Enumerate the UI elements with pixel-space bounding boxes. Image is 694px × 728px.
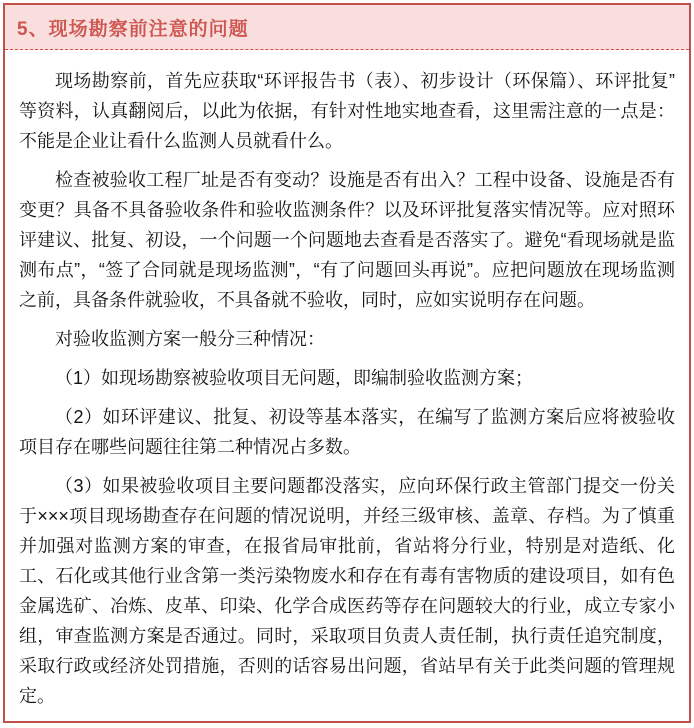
- section-header: [5, 5, 689, 50]
- paragraph-intro: 现场勘察前，首先应获取“环评报告书（表）、初步设计（环保篇）、环评批复”等资料，认真翻阅后，以此为依据，有针对性地实地查看，这里需注意的一点是：不能是企业让看什么监测人员就看什么。: [19, 71, 675, 151]
- paragraph-case-2: （2）如环评建议、批复、初设等基本落实，在编写了监测方案后应将被验收项目存在哪些问题往往第二种情况占多数。: [19, 407, 675, 457]
- section-title: 5、现场勘察前注意的问题: [17, 19, 249, 40]
- paragraph-case-1: （1）如现场勘察被验收项目无问题，即编制验收监测方案；: [55, 368, 534, 388]
- section-panel: [3, 3, 691, 723]
- paragraph-inspection-checks: 检查被验收工程厂址是否有变动？设施是否有出入？工程中设备、设施是否有变更？具备不具备验收条件和验收监测条件？以及环评批复落实情况等。应对照环评建议、批复、初设，一个问题一个问题地去查看是否落实了。避免“看现场就是监测布点”，“签了合同就是现场监测”，“有了问题回头再说”。应把问题放在现场监测之前，具备条件就验收，不具备就不验收，同时，应如实说明存在问题。: [19, 170, 675, 310]
- paragraph-three-cases-lead: 对验收监测方案一般分三种情况：: [55, 329, 325, 349]
- paragraph-case-3: （3）如果被验收项目主要问题都没落实，应向环保行政主管部门提交一份关于×××项目现场勘查存在问题的情况说明，并经三级审核、盖章、存档。为了慎重并加强对监测方案的审查，在报省局审批前，省站将分行业，特别是对造纸、化工、石化或其他行业含第一类污染物废水和存在有毒有害物质的建设项目，如有色金属选矿、冶炼、皮革、印染、化学合成医药等存在问题较大的行业，成立专家小组，审查监测方案是否通过。同时，采取项目负责人责任制，执行责任追究制度，采取行政或经济处罚措施，否则的话容易出问题，省站早有关于此类问题的管理规定。: [19, 476, 675, 706]
- section-body: [5, 50, 689, 711]
